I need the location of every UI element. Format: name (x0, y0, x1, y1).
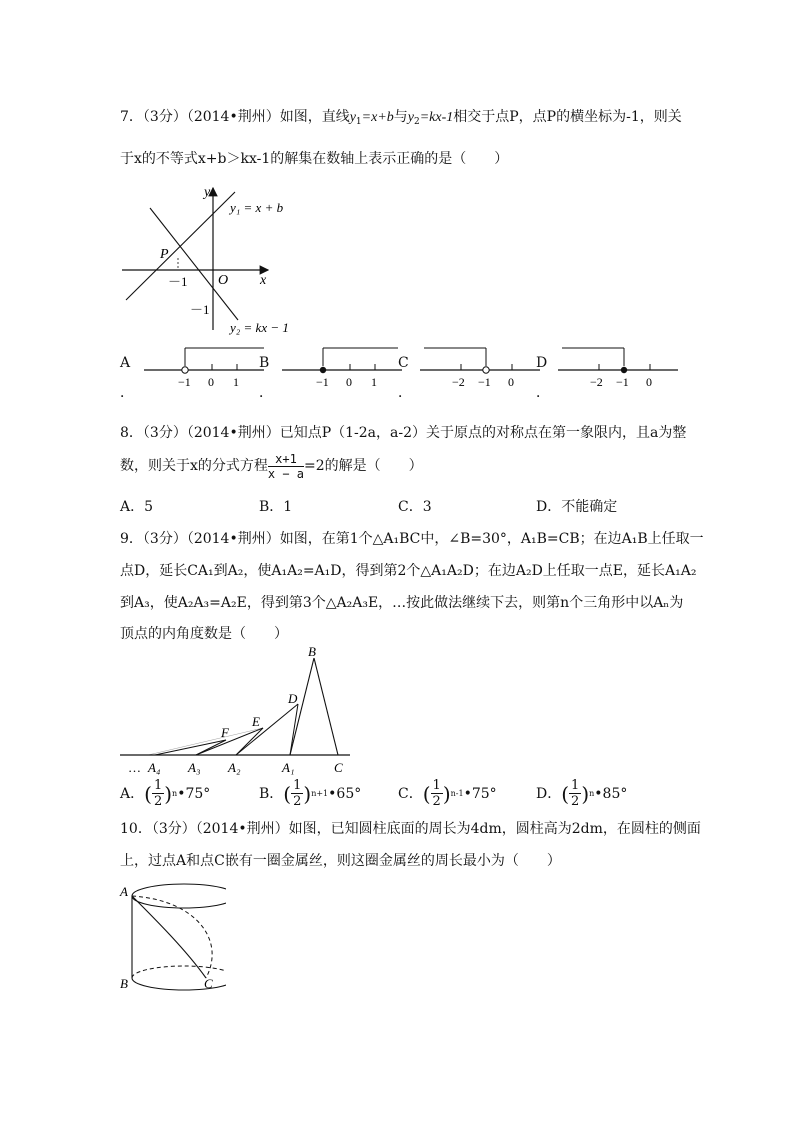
q7-y1-var: y (349, 110, 356, 125)
q7-opt-c-tick-1: −2 (452, 375, 465, 389)
q9-opt-c-tail: •75° (463, 785, 497, 802)
q7-opt-d-letter[interactable]: D (536, 355, 548, 371)
q9-opt-c[interactable] (398, 778, 497, 809)
q8-line2-pre: 数，则关于x的分式方程 (120, 458, 268, 474)
q7-opt-b-tick-1: −1 (316, 375, 329, 389)
q9-line2: 点D，延长CA₁到A₂，使A₁A₂=A₁D，得到第2个△A₁A₂D；在边A₂D上任取一点E，延长A₁A₂ (120, 563, 697, 579)
q9-opt-b-exp: n+1 (311, 788, 329, 798)
q10-top-ellipse (132, 884, 226, 908)
q7-opt-b-tick-3: 1 (371, 375, 377, 389)
q9-opt-c-num: 1 (432, 778, 441, 793)
q9-opt-d-exp: n (589, 788, 595, 798)
q9-opt-b-letter: B． (259, 785, 284, 802)
q9-opt-a[interactable] (120, 778, 210, 809)
q7-opt-b-tick-2: 0 (346, 375, 352, 389)
q9-label-c: C (334, 760, 343, 775)
q7-origin-label: O (218, 273, 229, 288)
q10-label-a: A (120, 884, 128, 899)
q9-opt-d-den: 2 (571, 794, 580, 809)
q10-cylinder-figure (116, 880, 226, 1000)
q7-opt-a-letter[interactable]: A (120, 355, 131, 371)
q9-opt-c-exp: n-1 (450, 788, 464, 798)
q7-opt-d-tick-2: −1 (616, 375, 629, 389)
q7-opt-a-dot: ． (120, 385, 134, 401)
q7-y2-var: y (407, 110, 414, 125)
q7-opt-c-tick-3: 0 (508, 375, 514, 389)
q7-opt-b-letter[interactable]: B (259, 355, 270, 371)
q9-line3: 到A₃，使A₂A₃=A₂E，得到第3个△A₂A₃E，…按此做法继续下去，则第n个三角形中以Aₙ为 (120, 595, 684, 611)
q9-line4: 顶点的内角度数是（ ） (120, 626, 288, 642)
q9-label-a3: A₃ (188, 760, 201, 775)
q9-opt-a-den: 2 (153, 794, 163, 809)
q7-opt-d-numberline[interactable] (554, 340, 678, 392)
q9-opt-d-letter: D． (536, 785, 562, 802)
q7-graph (110, 180, 310, 340)
q9-label-f: F (221, 725, 229, 740)
q7-y1-sub: 1 (355, 117, 362, 127)
q8-opt-a[interactable]: A．5 (120, 499, 154, 515)
q9-label-b: B (308, 644, 316, 659)
q7-text-mid: 与 (393, 109, 408, 125)
q7-opt-a-tick-2: 0 (208, 375, 214, 389)
q9-line1: 9．（3分）（2014•荆州）如图，在第1个△A₁BC中，∠B=30°，A₁B=CB；在边A₁B上任取一 (120, 531, 704, 547)
q7-y2-label: y₂ = kx − 1 (230, 320, 289, 335)
q7-opt-c-numberline[interactable] (416, 340, 540, 392)
q9-figure (118, 640, 358, 776)
q10-label-b: B (120, 976, 128, 991)
q7-text-post: 相交于点P，点P的横坐标为-1，则关 (453, 109, 682, 125)
q7-text-a: 7．（3分）（2014•荆州）如图，直线 (120, 109, 350, 125)
q7-opt-c-dot: ． (398, 385, 412, 401)
q7-y1-label: y₁ = x + b (230, 200, 284, 215)
q7-neg1-y: －1 (190, 302, 210, 317)
q9-opt-a-exp: n (172, 788, 178, 798)
q9-opt-b-den: 2 (293, 794, 302, 809)
q7-opt-b-dot: ． (259, 385, 273, 401)
q7-opt-d-tick-1: −2 (590, 375, 603, 389)
q7-eq2: =kx-1 (419, 110, 454, 125)
q8-opt-d[interactable]: D．不能确定 (536, 499, 618, 515)
q8-opt-c[interactable]: C．3 (398, 499, 432, 515)
q8-opt-b[interactable]: B．1 (259, 499, 293, 515)
q7-opt-d-tick-3: 0 (646, 375, 652, 389)
q9-opt-d-frac: ( $\frac{1}{2}$ ) (561, 778, 590, 809)
q8-line1: 8．（3分）（2014•荆州）已知点P（1-2a，a-2）关于原点的对称点在第一象限内，且a为整 (120, 425, 687, 441)
q7-line2: 于x的不等式x+b＞kx-1的解集在数轴上表示正确的是（ ） (120, 151, 509, 167)
q8-line2 (120, 452, 423, 480)
q9-label-a1: A₁ (282, 760, 295, 775)
q7-neg1-x: －1 (168, 274, 188, 289)
q9-label-e: E (252, 714, 260, 729)
q9-opt-c-den: 2 (432, 794, 441, 809)
q7-y-label: y (204, 185, 211, 200)
q7-x-label: x (260, 273, 267, 288)
q7-opt-b-numberline[interactable] (278, 340, 402, 392)
q9-opt-b-frac: ( $\frac{1}{2}$ ) (283, 778, 312, 809)
q9-opt-b-num: 1 (293, 778, 302, 793)
q8-frac-den: x − a (267, 466, 305, 481)
q7-opt-c-tick-2: −1 (478, 375, 491, 389)
q9-opt-b[interactable] (259, 778, 361, 809)
q9-opt-a-tail: •75° (177, 785, 211, 802)
q7-opt-a-numberline[interactable] (140, 340, 264, 392)
q7-eq1: =x+b (361, 110, 394, 125)
q7-opt-d-dot: ． (536, 385, 550, 401)
q9-opt-c-frac: ( $\frac{1}{2}$ ) (422, 778, 451, 809)
q10-line2: 上，过点A和点C嵌有一圈金属丝，则这圈金属丝的周长最小为（ ） (120, 853, 561, 869)
q7-line1 (120, 108, 682, 131)
q7-y2-sub: 2 (413, 117, 420, 127)
q7-opt-c-letter[interactable]: C (398, 355, 409, 371)
q7-opt-a-tick-1: −1 (178, 375, 191, 389)
q8-line2-post: =2的解是（ ） (304, 458, 423, 474)
q9-label-a4: A₄ (148, 760, 161, 775)
q9-opt-d[interactable] (536, 778, 627, 809)
q9-opt-c-letter: C． (398, 785, 423, 802)
q8-fraction (268, 452, 304, 481)
q9-opt-d-num: 1 (571, 778, 580, 793)
q9-opt-d-tail: •85° (594, 785, 628, 802)
q7-opt-a-tick-3: 1 (233, 375, 239, 389)
q8-frac-num: x+1 (268, 452, 304, 467)
q9-label-dots: … (128, 760, 141, 775)
q9-label-d: D (288, 691, 298, 706)
q9-label-a2: A₂ (228, 760, 241, 775)
q10-label-c: C (204, 976, 213, 991)
q9-opt-a-letter: A． (120, 785, 145, 802)
q9-opt-a-num: 1 (153, 778, 163, 793)
q9-opt-b-tail: •65° (328, 785, 362, 802)
q9-opt-a-frac: ( $\frac{1}{2}$ ) (144, 778, 173, 809)
q10-line1: 10．（3分）（2014•荆州）如图，已知圆柱底面的周长为4dm，圆柱高为2dm，在圆柱的侧面 (120, 821, 701, 837)
q7-p-label: P (160, 247, 169, 262)
